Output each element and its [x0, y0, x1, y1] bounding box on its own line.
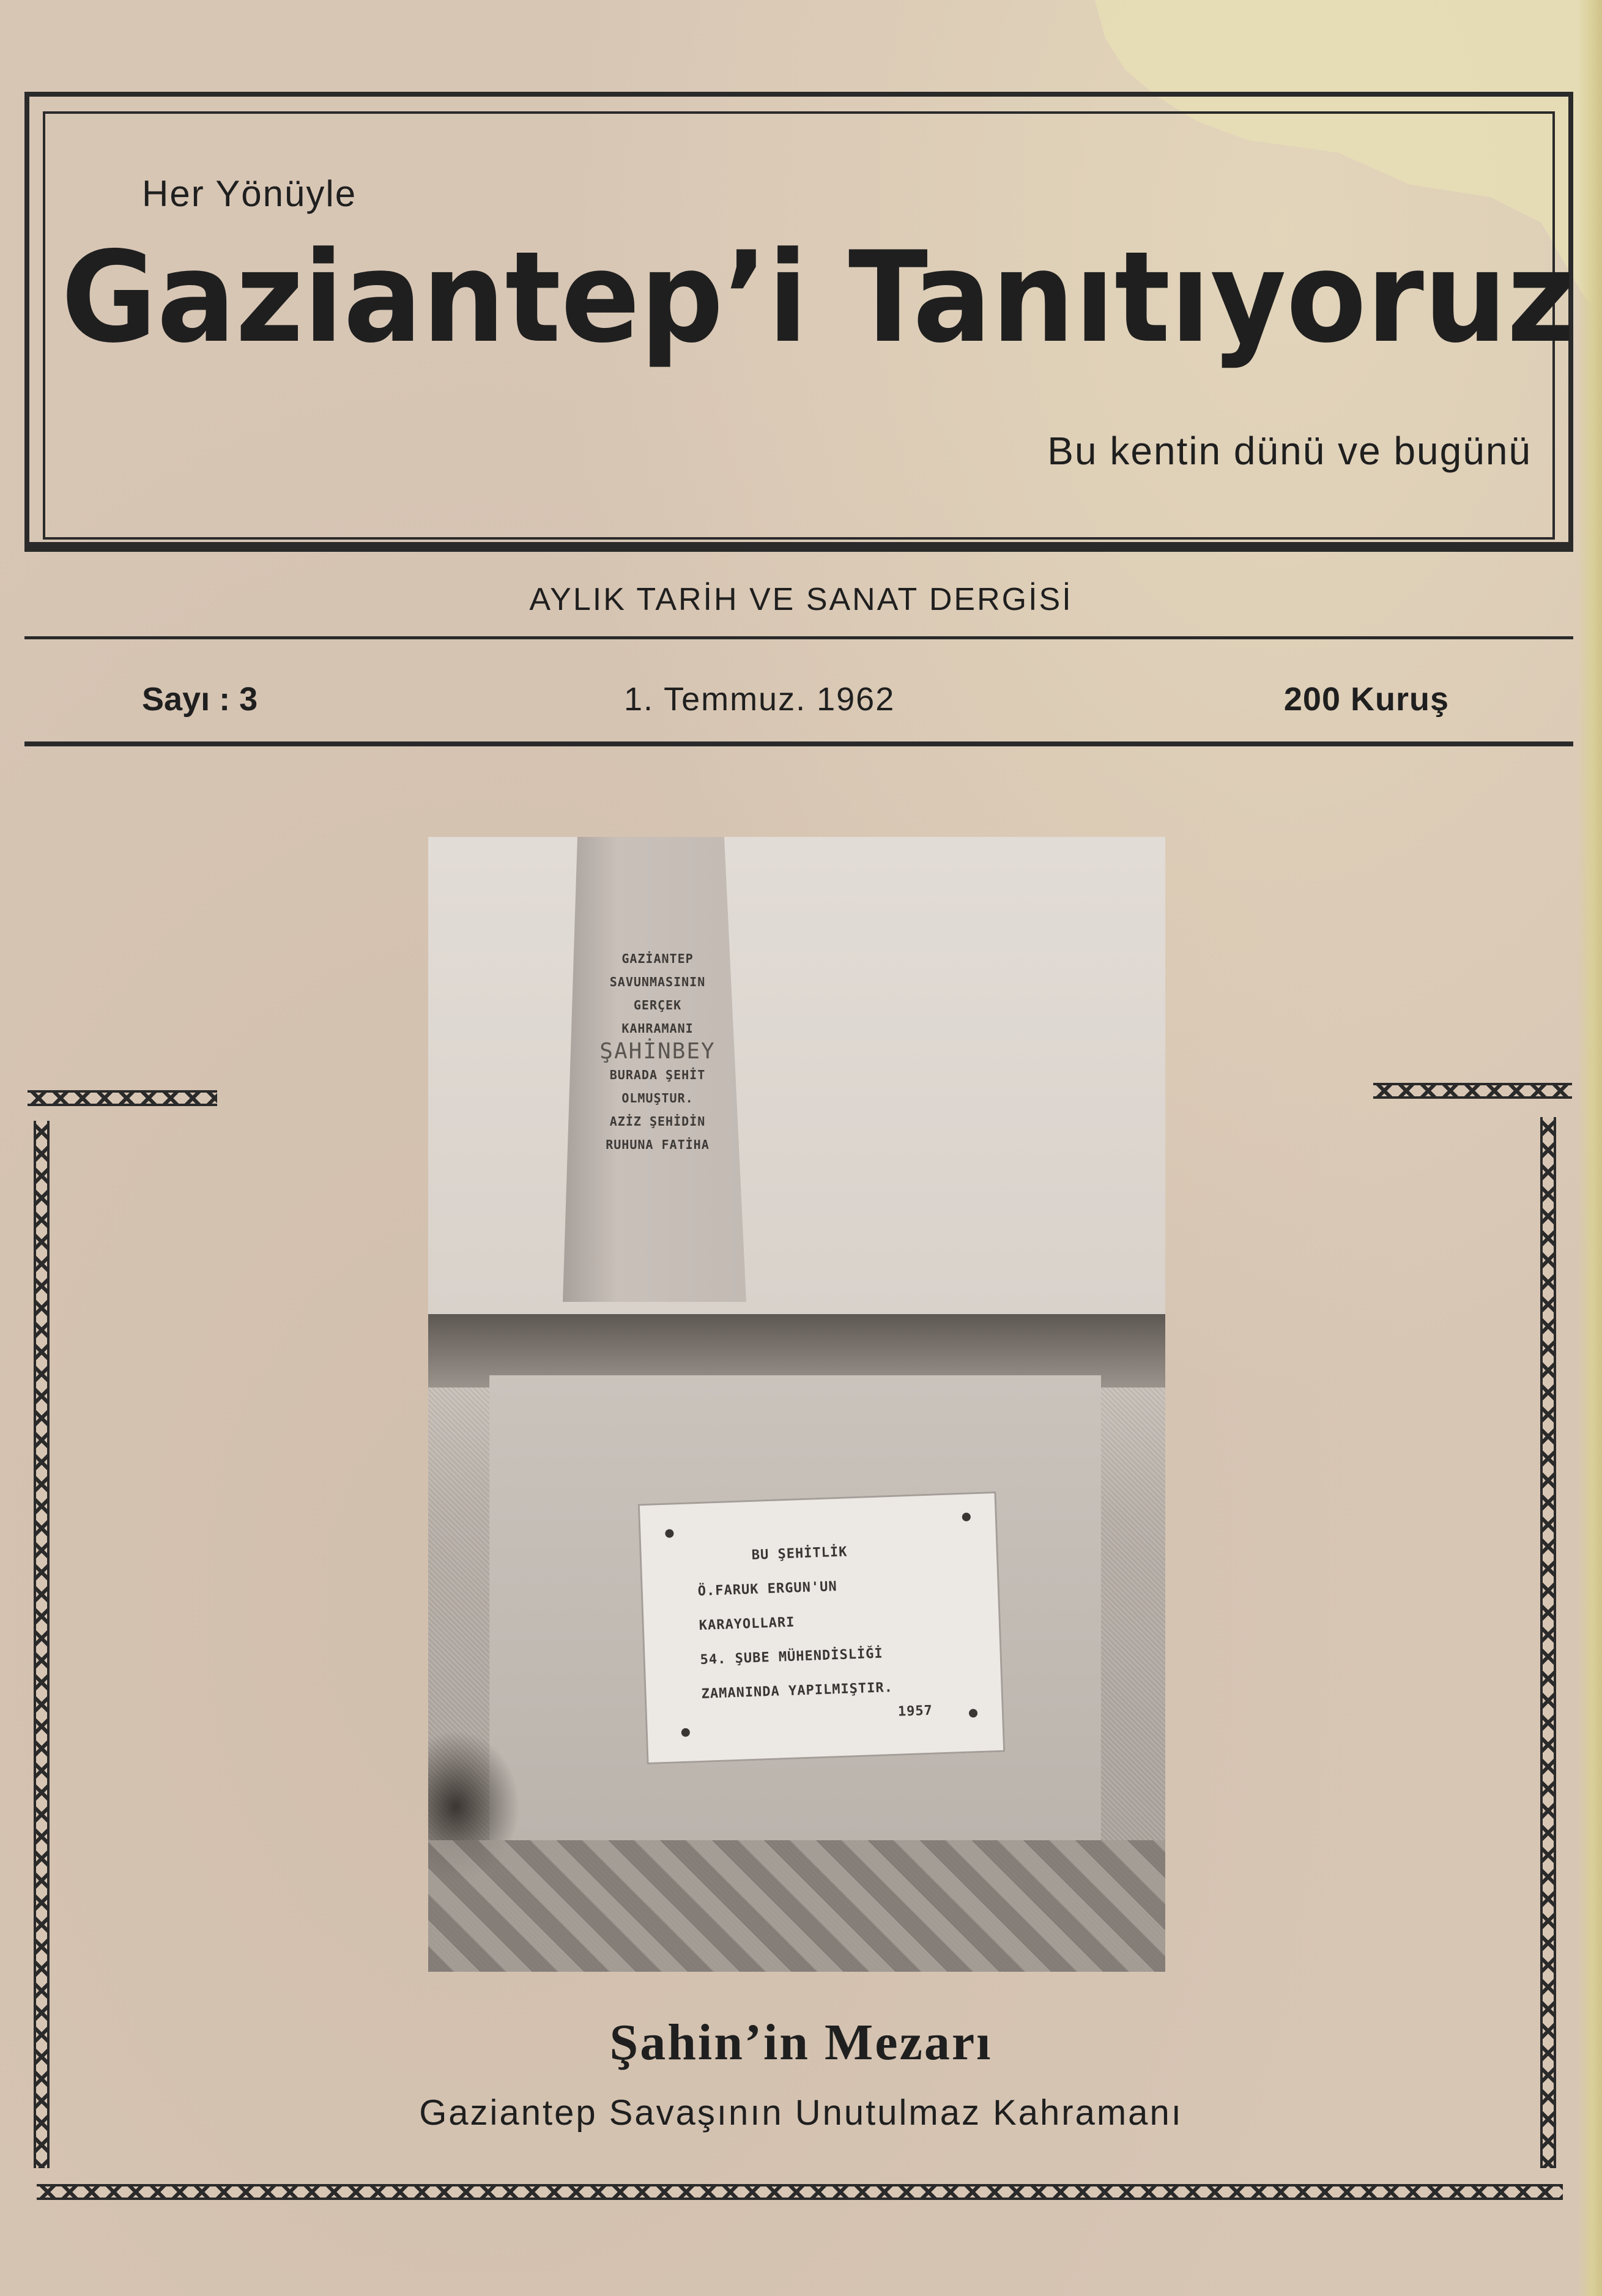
- obelisk-line: BURADA ŞEHİT: [609, 1068, 706, 1082]
- magazine-subtitle: Bu kentin dünü ve bugünü: [1047, 429, 1532, 473]
- obelisk-line: GERÇEK: [633, 998, 682, 1012]
- obelisk-line: OLMUŞTUR.: [621, 1091, 694, 1105]
- divider-top: [24, 636, 1573, 639]
- plaque-year: 1957: [897, 1703, 933, 1720]
- masthead-tagline: Her Yönüyle: [142, 173, 357, 214]
- plaque-line: BU ŞEHİTLİK: [751, 1544, 848, 1563]
- magazine-type: AYLIK TARİH VE SANAT DERGİSİ: [529, 582, 1073, 617]
- plaque-bolt: [681, 1728, 690, 1737]
- plaque-line: Ö.FARUK ERGUN'UN: [697, 1579, 838, 1600]
- issue-number: Sayı : 3: [142, 681, 258, 718]
- plaque-inscription: [659, 1531, 984, 1728]
- issue-price: 200 Kuruş: [1283, 681, 1449, 718]
- caption-title: Şahin’in Mezarı: [609, 2014, 993, 2071]
- obelisk-line: SAVUNMASININ: [609, 975, 706, 989]
- plaque-line: ZAMANINDA YAPILMIŞTIR.: [701, 1679, 894, 1702]
- magazine-title: Gaziantep’i Tanıtıyoruz: [61, 225, 1575, 371]
- issue-date: 1. Temmuz. 1962: [624, 681, 896, 718]
- caption-subtitle: Gaziantep Savaşının Unutulmaz Kahramanı: [419, 2093, 1183, 2133]
- plaque-bolt: [962, 1512, 971, 1521]
- obelisk-line: GAZİANTEP: [621, 951, 694, 966]
- obelisk-inscription: [581, 947, 734, 1156]
- ornament-left: [34, 1121, 50, 2168]
- page-edge: [1578, 0, 1602, 2296]
- tiled-floor: [428, 1840, 1165, 1972]
- ornament-right: [1540, 1117, 1556, 2168]
- obelisk-line: RUHUNA FATİHA: [606, 1137, 710, 1152]
- obelisk-line: AZİZ ŞEHİDİN: [609, 1114, 706, 1129]
- plaque-bolt: [665, 1529, 673, 1537]
- photo-wall: [428, 837, 1165, 1314]
- ornament-top-left: [28, 1090, 217, 1106]
- plaque-line: 54. ŞUBE MÜHENDİSLİĞİ: [700, 1646, 884, 1668]
- plaque-line: KARAYOLLARI: [699, 1614, 795, 1633]
- obelisk-line: KAHRAMANI: [621, 1021, 694, 1036]
- obelisk-name: ŞAHİNBEY: [599, 1039, 716, 1064]
- divider-bottom: [24, 741, 1573, 746]
- ornament-bottom: [37, 2184, 1563, 2200]
- memorial-plaque: [638, 1492, 1006, 1764]
- tomb-photo: [428, 837, 1165, 1972]
- ornament-top-right: [1373, 1083, 1572, 1099]
